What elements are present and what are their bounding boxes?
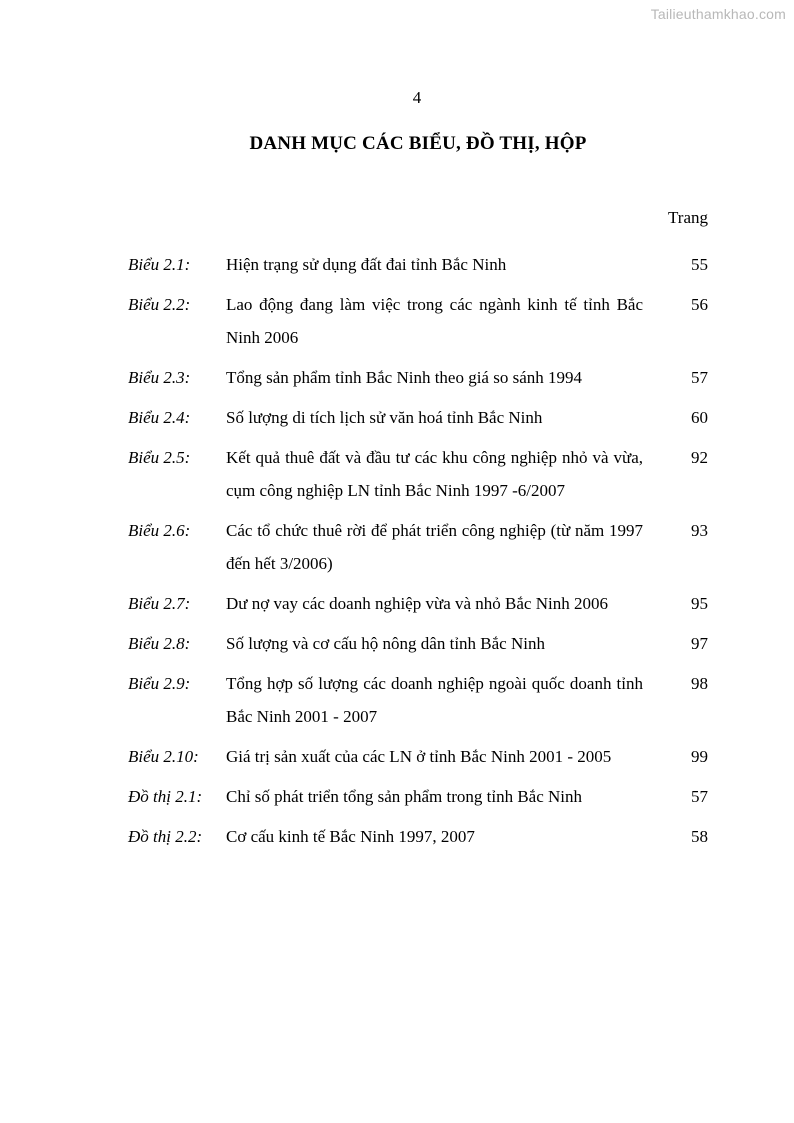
- list-item: [128, 288, 708, 354]
- list-item: [128, 514, 708, 580]
- entry-page: 57: [691, 368, 708, 387]
- entry-page: 99: [691, 747, 708, 766]
- list-item: [128, 587, 708, 620]
- entry-page: 97: [691, 634, 708, 653]
- page-title: DANH MỤC CÁC BIỂU, ĐỒ THỊ, HỘP: [249, 133, 587, 154]
- entry-title: Tổng hợp số lượng các doanh nghiệp ngoài quốc doanh tỉnh Bắc Ninh 2001 - 2007: [226, 674, 643, 726]
- entry-page: 55: [691, 255, 708, 274]
- entry-label: Biểu 2.7:: [128, 594, 191, 613]
- entry-label: Biểu 2.3:: [128, 368, 191, 387]
- entry-page: 56: [691, 295, 708, 314]
- entry-page: 93: [691, 521, 708, 540]
- list-item: [128, 248, 708, 281]
- entry-title: Số lượng di tích lịch sử văn hoá tỉnh Bắc Ninh: [226, 408, 543, 427]
- entry-title: Dư nợ vay các doanh nghiệp vừa và nhỏ Bắc Ninh 2006: [226, 594, 608, 613]
- entry-label: Đồ thị 2.1:: [128, 787, 203, 806]
- watermark: Tailieuthamkhao.com: [650, 6, 786, 22]
- entry-page: 98: [691, 674, 708, 693]
- list-item: [128, 401, 708, 434]
- entry-title: Hiện trạng sử dụng đất đai tỉnh Bắc Ninh: [226, 255, 507, 274]
- entry-title: Giá trị sản xuất của các LN ở tỉnh Bắc Ninh 2001 - 2005: [226, 747, 612, 766]
- entry-title: Chỉ số phát triển tổng sản phẩm trong tỉnh Bắc Ninh: [226, 787, 583, 806]
- entry-page: 95: [691, 594, 708, 613]
- entry-label: Biểu 2.5:: [128, 448, 191, 467]
- entry-page: 58: [691, 827, 708, 846]
- list-item: [128, 667, 708, 733]
- entry-label: Đồ thị 2.2:: [128, 827, 203, 846]
- entry-label: Biểu 2.6:: [128, 521, 191, 540]
- list-item: [128, 780, 708, 813]
- list-item: [128, 820, 708, 853]
- entry-page: 92: [691, 448, 708, 467]
- entry-label: Biểu 2.2:: [128, 295, 191, 314]
- list-item: [128, 740, 708, 773]
- entry-label: Biểu 2.8:: [128, 634, 191, 653]
- table-of-figures: [128, 248, 708, 860]
- entry-page: 57: [691, 787, 708, 806]
- list-item: [128, 361, 708, 394]
- page-column-header: Trang: [668, 208, 708, 227]
- list-item: [128, 627, 708, 660]
- entry-title: Cơ cấu kinh tế Bắc Ninh 1997, 2007: [226, 827, 475, 846]
- entry-title: Kết quả thuê đất và đầu tư các khu công nghiệp nhỏ và vừa, cụm công nghiệp LN tỉnh Bắc Ninh 1997 -6/2007: [226, 448, 643, 500]
- entry-title: Lao động đang làm việc trong các ngành kinh tế tỉnh Bắc Ninh 2006: [226, 295, 643, 347]
- entry-title: Số lượng và cơ cấu hộ nông dân tỉnh Bắc Ninh: [226, 634, 545, 653]
- page-number: 4: [412, 88, 422, 107]
- entry-page: 60: [691, 408, 708, 427]
- entry-label: Biểu 2.9:: [128, 674, 191, 693]
- entry-label: Biểu 2.1:: [128, 255, 191, 274]
- entry-title: Các tổ chức thuê rời để phát triển công nghiệp (từ năm 1997 đến hết 3/2006): [226, 521, 643, 573]
- entry-label: Biểu 2.10:: [128, 747, 199, 766]
- entry-label: Biểu 2.4:: [128, 408, 191, 427]
- entry-title: Tổng sản phẩm tỉnh Bắc Ninh theo giá so sánh 1994: [226, 368, 583, 387]
- list-item: [128, 441, 708, 507]
